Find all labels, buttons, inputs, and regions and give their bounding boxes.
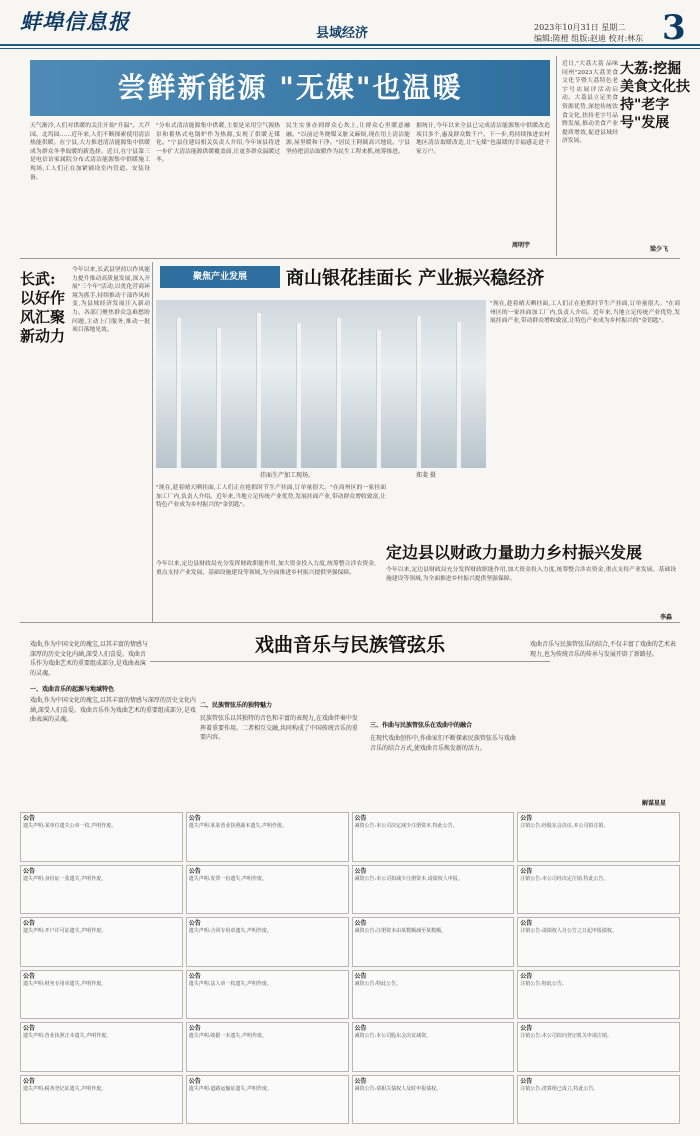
divider <box>20 258 680 259</box>
ad-block: 公告 减资公告:本公司决定减少注册资本,特此公告。 <box>352 812 515 862</box>
ad-block: 公告 遗失声明:法人章一枚遗失,声明作废。 <box>186 970 349 1020</box>
story4-body-b: 今年以来,定边县财政局充分发挥财政职能作用,加大资金投入力度,统筹整合涉农资金,重点支持产业发展、基础设施建设等领域,为全面推进乡村振兴提供坚强保障。 <box>386 567 676 582</box>
story4-author: 李淼 <box>660 614 673 621</box>
sidebar1-title: 大荔:挖掘美食文化扶持"老字号"发展 <box>620 61 690 131</box>
story5-intro: 戏曲,作为中国文化的瑰宝,以其丰富的情感与深厚的历史文化内涵,深受人们喜爱。戏曲音乐作为戏曲艺术的重要组成部分,是戏曲表演的灵魂。 <box>30 641 148 677</box>
photo-caption: 挂面生产加工现场。 <box>260 472 315 479</box>
sidebar1-body: 近日,"大荔大荔 品味同州"2023大荔美食文化节暨大荔特色老字号店展评活动启动。大荔县立足美食资源优势,深挖传统饮食文化,扶持老字号品牌发展,推动美食产业提质增效,促进县域经济发展。 <box>562 61 618 145</box>
divider <box>20 622 680 623</box>
ad-block: 公告 遗失声明:合同专用章遗失,声明作废。 <box>186 917 349 967</box>
story5-head2: 二、民族管弦乐的独特魅力 <box>200 702 273 709</box>
story1-author: 周明宇 <box>512 242 531 249</box>
editor-credits: 编辑:陈橙 组版:赵迪 校对:林东 <box>534 34 644 43</box>
sidebar1-author: 梁少飞 <box>650 246 669 253</box>
ad-block: 公告 注销公告:清算组已成立,特此公告。 <box>517 1075 680 1125</box>
ad-block: 公告 注销公告:特此公告。 <box>517 970 680 1020</box>
photo-credit: 郑斐 摄 <box>416 472 436 479</box>
ad-block: 公告 注销公告:本公司经决定注销,特此公告。 <box>517 865 680 915</box>
page-number: 3 <box>662 8 686 48</box>
story5-head1: 一、戏曲音乐的起源与地域特色 <box>30 686 115 693</box>
ad-block: 公告 遗失声明:某某营业执照副本遗失,声明作废。 <box>186 812 349 862</box>
ad-block: 公告 遗失声明:开户许可证遗失,声明作废。 <box>20 917 183 967</box>
divider <box>556 56 557 256</box>
story3-tag: 聚焦产业发展 <box>160 266 280 288</box>
story5-author: 解谋星星 <box>642 800 667 807</box>
ad-block: 公告 遗失声明:营业执照正本遗失,声明作废。 <box>20 1022 183 1072</box>
ad-block: 公告 减资公告:本公司股东会决议减资。 <box>352 1022 515 1072</box>
newspaper-logo: 蚌埠信息报 <box>20 9 130 34</box>
ad-block: 公告 遗失声明:发票一份遗失,声明作废。 <box>186 865 349 915</box>
noodle-factory-photo <box>156 300 486 468</box>
ad-block: 公告 减资公告:请相关债权人及时申报债权。 <box>352 1075 515 1125</box>
story1-col4: 据统计,今年以来全县已完成清洁能源集中供暖改造项目多个,惠及群众数千户。下一步,将持续推进农村地区清洁取暖改造,让"无煤"也温暖的幸福感走进千家万户。 <box>416 123 550 155</box>
story5-body1: 戏曲,作为中国文化的瑰宝,以其丰富的情感与深厚的历史文化内涵,深受人们喜爱。戏曲音乐作为戏曲艺术的重要组成部分,是戏曲表演的灵魂。 <box>30 697 196 723</box>
ad-block: 公告 遗失声明:道路运输证遗失,声明作废。 <box>186 1075 349 1125</box>
story1-title-banner <box>30 60 550 116</box>
story1-col3: 民生实事办到群众心坎上,让群众心里暖意融融。"以前过冬烧煤又脏又麻烦,现在用上清洁能源,屋里暖和干净。"居民王阿姨高兴地说。宁县坚持把清洁取暖作为民生工程来抓,统筹推进。 <box>286 123 410 155</box>
ad-block: 公告 注销公告:请债权人自公告之日起申报债权。 <box>517 917 680 967</box>
story3-title: 商山银花挂面长 产业振兴稳经济 <box>286 268 545 289</box>
story5-title: 戏曲音乐与民族管弦乐 <box>150 630 550 662</box>
ad-block: 公告 遗失声明:某单位遗失公章一枚,声明作废。 <box>20 812 183 862</box>
ad-block: 公告 遗失声明:税务登记证遗失,声明作废。 <box>20 1075 183 1125</box>
story2-body: 今年以来,长武县坚持以作风能力提升推动高质量发展,深入开展"三个年"活动,以优化营商环境为抓手,持续推动干部作风转变,为县域经济发展注入新动力。各部门聚焦群众急难愁盼问题,主动上门服务,推动一批项目落地见效。 <box>72 267 150 334</box>
ad-block: 公告 遗失声明:收据一本遗失,声明作废。 <box>186 1022 349 1072</box>
ad-block: 公告 遗失声明:身份证一张遗失,声明作废。 <box>20 865 183 915</box>
section-title: 县域经济 <box>316 26 369 41</box>
classified-ads <box>20 812 680 1124</box>
issue-date: 2023年10月31日 星期二 <box>534 23 626 32</box>
story5-body2: 民族管弦乐以其独特的音色和丰富的表现力,在戏曲伴奏中发挥着重要作用。二者相互交融,共同构成了中国传统音乐的重要内容。 <box>200 715 358 741</box>
ad-block: 公告 遗失声明:财务专用章遗失,声明作废。 <box>20 970 183 1020</box>
story4-body-a: 今年以来,定边县财政局充分发挥财政职能作用,加大资金投入力度,统筹整合涉农资金,重点支持产业发展、基础设施建设等领域,为全面推进乡村振兴提供坚强保障。 <box>156 561 376 576</box>
story5-head3: 三、作曲与民族管弦乐在戏曲中的融合 <box>370 722 473 729</box>
masthead-rule <box>0 48 700 49</box>
ad-block: 公告 注销公告:本公司拟向登记机关申请注销。 <box>517 1022 680 1072</box>
story4-title: 定边县以财政力量助力乡村振兴发展 <box>386 543 643 562</box>
story1-title: 尝鲜新能源 "无媒"也温暖 <box>117 71 463 104</box>
story3-body: "现在,趁着晴天晒挂面,工人们正在抢抓时节生产挂面,订单量很大。"在商州区的一家挂面加工厂内,负责人介绍。近年来,当地立足传统产业优势,发展挂面产业,带动群众增收致富,让特色产业成为乡村振兴的"金钥匙"。 <box>156 485 386 509</box>
story5-body3: 在现代戏曲创作中,作曲家们不断探索民族管弦乐与戏曲音乐的结合方式,使戏曲音乐焕发新的活力。 <box>370 735 516 752</box>
ad-block: 公告 减资公告:注册资本由某数额减至某数额。 <box>352 917 515 967</box>
story2-title: 长武:以好作风汇聚新动力 <box>20 270 66 345</box>
story1-col2: "分布式清洁能源集中供暖,主要是采用空气源热泵和蓄热式电锅炉作为热源,实现了供暖无煤化。"宁县住建局相关负责人介绍,今年该县将进一步扩大清洁能源供暖覆盖面,让更多群众温暖过冬。 <box>156 123 280 164</box>
ad-block: 公告 减资公告:特此公告。 <box>352 970 515 1020</box>
ad-block: 公告 减资公告:本公司拟减少注册资本,请债权人申报。 <box>352 865 515 915</box>
story1-col1: 天气渐冷,人们对供暖的关注开始"升温"。大芦园、北坞园……近年来,人们不断探索使用清洁热能供暖。在宁县,大力推进清洁能源集中供暖成为群众冬季取暖的新选择。近日,在宁县第三是电信访家属院分布式清洁能源集中供暖施工现场,工人们正在加紧铺设室内管道、安装设备。 <box>30 123 150 181</box>
story3-body-continued: "现在,趁着晴天晒挂面,工人们正在抢抓时节生产挂面,订单量很大。"在商州区的一家挂面加工厂内,负责人介绍。近年来,当地立足传统产业优势,发展挂面产业,带动群众增收致富,让特色产业成为乡村振兴的"金钥匙"。 <box>490 301 680 325</box>
story5-body4: 戏曲音乐与民族管弦乐的结合,不仅丰富了戏曲的艺术表现力,也为传统音乐的传承与发展开辟了新路径。 <box>530 641 676 658</box>
ad-block: 公告 注销公告:经股东会决议,本公司拟注销。 <box>517 812 680 862</box>
divider <box>152 262 153 622</box>
